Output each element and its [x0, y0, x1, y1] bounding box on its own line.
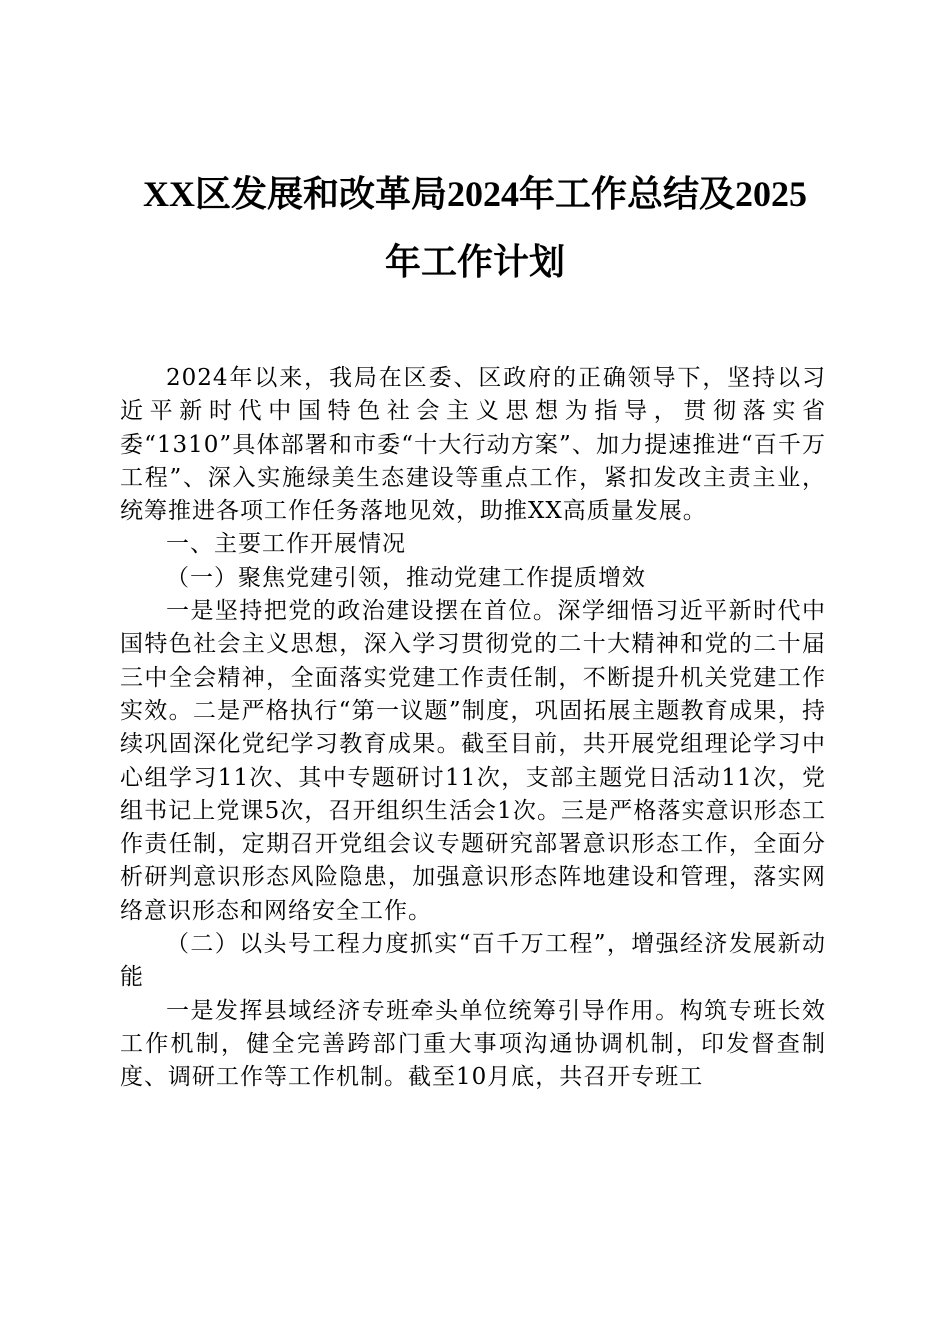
- body-paragraph-1: 一是坚持把党的政治建设摆在首位。深学细悟习近平新时代中国特色社会主义思想，深入学习贯彻党的二十大精神和党的二十届三中全会精神，全面落实党建工作责任制，不断提升机关党建工作实效。二是严格执行“第一议题”制度，巩固拓展主题教育成果，持续巩固深化党纪学习教育成果。截至目前，共开展党组理论学习中心组学习11次、其中专题研讨11次，支部主题党日活动11次，党组书记上党课5次，召开组织生活会1次。三是严格落实意识形态工作责任制，定期召开党组会议专题研究部署意识形态工作，全面分析研判意识形态风险隐患，加强意识形态阵地建设和管理，落实网络意识形态和网络安全工作。: [120, 598, 826, 924]
- document-body: [120, 362, 826, 1095]
- subsection-heading-1: （一）聚焦党建引领，推动党建工作提质增效: [166, 564, 646, 591]
- intro-paragraph: 2024年以来，我局在区委、区政府的正确领导下，坚持以习近平新时代中国特色社会主义思想为指导，贯彻落实省委“1310”具体部署和市委“十大行动方案”、加力提速推进“百千万工程”、深入实施绿美生态建设等重点工作，紧扣发改主责主业，统筹推进各项工作任务落地见效，助推XX高质量发展。: [120, 365, 826, 525]
- document-title-line-1: XX区发展和改革局2024年工作总结及2025: [143, 174, 807, 214]
- section-heading-1: 一、主要工作开展情况: [166, 531, 406, 558]
- body-paragraph-2: 一是发挥县域经济专班牵头单位统筹引导作用。构筑专班长效工作机制，健全完善跨部门重大事项沟通协调机制，印发督查制度、调研工作等工作机制。截至10月底，共召开专班工: [120, 997, 826, 1091]
- document-title-line-2: 年工作计划: [384, 242, 565, 282]
- subsection-heading-2: （二）以头号工程力度抓实“百千万工程”，增强经济发展新动能: [120, 931, 826, 991]
